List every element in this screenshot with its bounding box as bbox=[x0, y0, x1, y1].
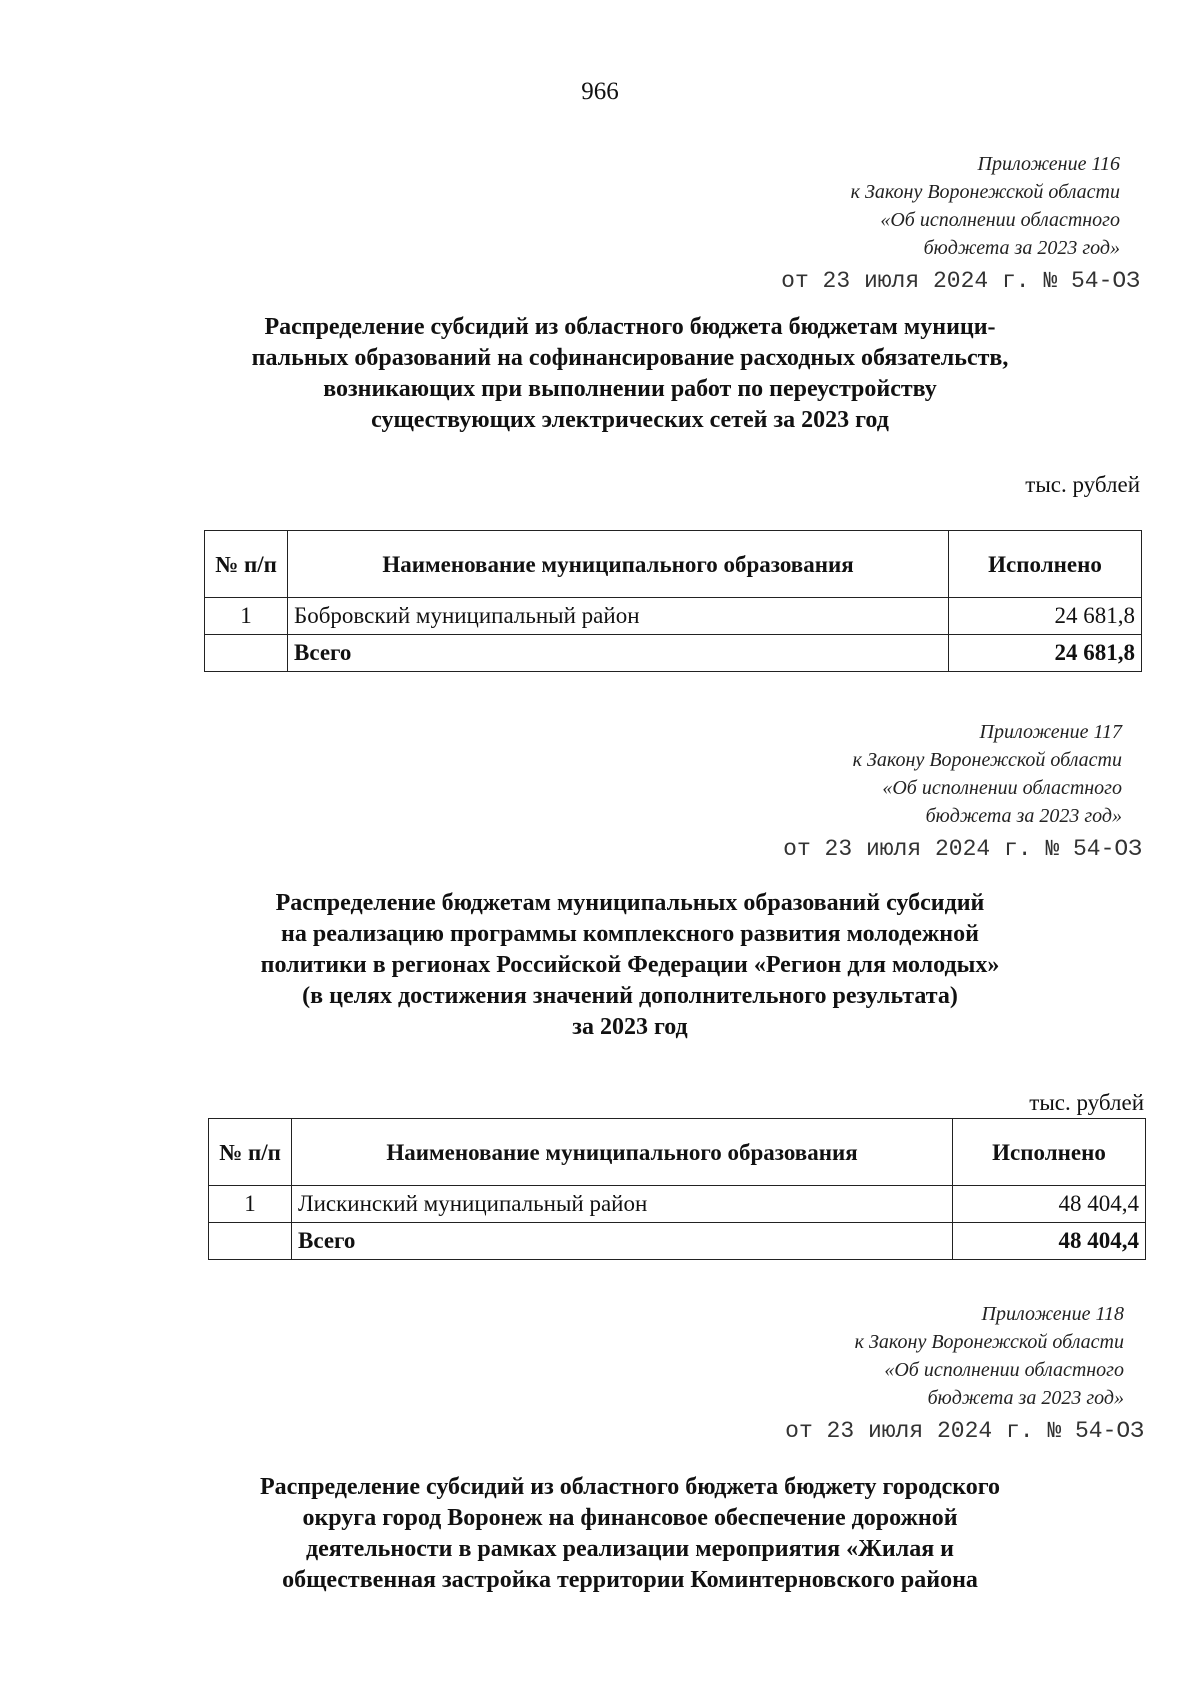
cell-value: 48 404,4 bbox=[953, 1186, 1146, 1223]
total-label: Всего bbox=[288, 635, 949, 672]
appendix-law-line: «Об исполнении областного bbox=[882, 777, 1122, 799]
title-line: деятельности в рамках реализации мероприятия «Жилая и bbox=[306, 1536, 954, 1562]
col-header-num: № п/п bbox=[205, 531, 288, 598]
title-line: общественная застройка территории Коминтерновского района bbox=[282, 1567, 978, 1593]
total-value: 48 404,4 bbox=[953, 1223, 1146, 1260]
col-header-value: Исполнено bbox=[949, 531, 1142, 598]
appendix-law-line: бюджета за 2023 год» bbox=[925, 805, 1122, 827]
title-line: за 2023 год bbox=[572, 1014, 688, 1040]
title-line: возникающих при выполнении работ по переустройству bbox=[323, 376, 937, 402]
table-header-row bbox=[205, 531, 1142, 598]
cell-empty bbox=[205, 635, 288, 672]
units-label: тыс. рублей bbox=[1029, 1090, 1144, 1115]
cell-empty bbox=[209, 1223, 292, 1260]
total-row bbox=[209, 1223, 1146, 1260]
title-line: Распределение бюджетам муниципальных образований субсидий bbox=[275, 890, 985, 916]
budget-table bbox=[204, 530, 1142, 672]
table-header-row bbox=[209, 1119, 1146, 1186]
appendix-law-line: к Закону Воронежской области bbox=[852, 749, 1122, 771]
page-number: 966 bbox=[581, 78, 619, 105]
col-header-num: № п/п bbox=[209, 1119, 292, 1186]
cell-num: 1 bbox=[205, 598, 288, 635]
cell-name: Бобровский муниципальный район bbox=[288, 598, 949, 635]
title-line: существующих электрических сетей за 2023 год bbox=[371, 407, 889, 433]
table-row bbox=[205, 598, 1142, 635]
units-label: тыс. рублей bbox=[1025, 472, 1140, 497]
section-title bbox=[180, 312, 1080, 436]
appendix-title: Приложение 116 bbox=[977, 153, 1120, 175]
title-line: (в целях достижения значений дополнительного результата) bbox=[302, 983, 958, 1009]
appendix-law-line: «Об исполнении областного bbox=[880, 209, 1120, 231]
title-line: политики в регионах Российской Федерации «Регион для молодых» bbox=[260, 952, 1000, 978]
col-header-name: Наименование муниципального образования bbox=[292, 1119, 953, 1186]
appendix-title: Приложение 118 bbox=[981, 1303, 1124, 1325]
total-value: 24 681,8 bbox=[949, 635, 1142, 672]
col-header-value: Исполнено bbox=[953, 1119, 1146, 1186]
title-line: пальных образований на софинансирование расходных обязательств, bbox=[251, 345, 1009, 371]
appendix-law-line: к Закону Воронежской области bbox=[854, 1331, 1124, 1353]
appendix-118-block bbox=[424, 1300, 1144, 1448]
cell-value: 24 681,8 bbox=[949, 598, 1142, 635]
cell-name: Лискинский муниципальный район bbox=[292, 1186, 953, 1223]
table-row bbox=[209, 1186, 1146, 1223]
date-stamp: от 23 июля 2024 г. № 54-ОЗ bbox=[783, 836, 1142, 862]
appendix-117-block bbox=[422, 718, 1142, 866]
section-title bbox=[180, 888, 1080, 1043]
date-stamp: от 23 июля 2024 г. № 54-ОЗ bbox=[781, 268, 1140, 294]
title-line: округа город Воронеж на финансовое обеспечение дорожной bbox=[302, 1505, 958, 1531]
col-header-name: Наименование муниципального образования bbox=[288, 531, 949, 598]
total-row bbox=[205, 635, 1142, 672]
section-title bbox=[180, 1472, 1080, 1596]
title-line: Распределение субсидий из областного бюджета бюджету городского bbox=[259, 1474, 1001, 1500]
appendix-116-block bbox=[420, 150, 1140, 298]
appendix-title: Приложение 117 bbox=[979, 721, 1122, 743]
appendix-law-line: «Об исполнении областного bbox=[884, 1359, 1124, 1381]
date-stamp: от 23 июля 2024 г. № 54-ОЗ bbox=[785, 1418, 1144, 1444]
cell-num: 1 bbox=[209, 1186, 292, 1223]
appendix-law-line: к Закону Воронежской области bbox=[850, 181, 1120, 203]
budget-table bbox=[208, 1118, 1146, 1260]
total-label: Всего bbox=[292, 1223, 953, 1260]
appendix-law-line: бюджета за 2023 год» bbox=[927, 1387, 1124, 1409]
title-line: на реализацию программы комплексного развития молодежной bbox=[281, 921, 979, 947]
appendix-law-line: бюджета за 2023 год» bbox=[923, 237, 1120, 259]
title-line: Распределение субсидий из областного бюджета бюджетам муници- bbox=[264, 314, 996, 340]
